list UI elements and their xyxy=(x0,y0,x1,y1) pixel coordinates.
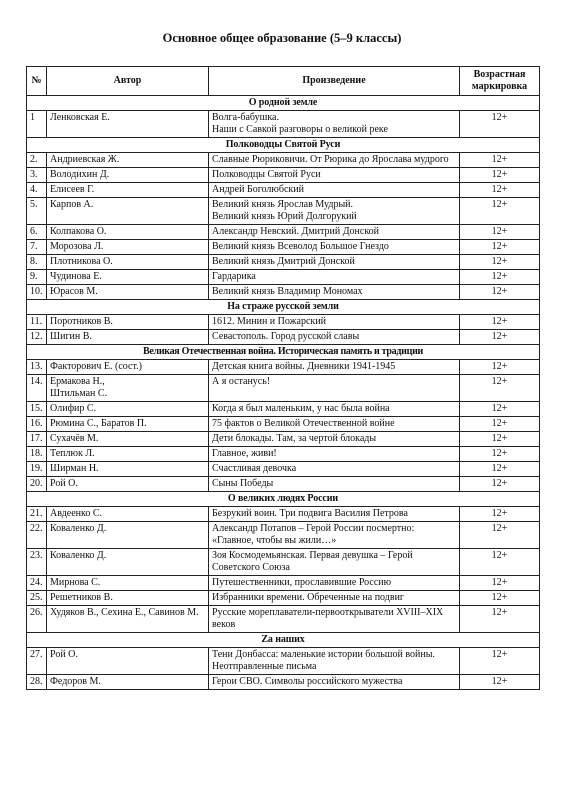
row-author: Елисеев Г. xyxy=(47,183,209,198)
row-work: Дети блокады. Там, за чертой блокады xyxy=(209,432,460,447)
table-row xyxy=(27,606,540,633)
row-number: 7. xyxy=(27,240,47,255)
row-work: Великий князь Всеволод Большое Гнездо xyxy=(209,240,460,255)
row-number: 28. xyxy=(27,675,47,690)
row-age-rating: 12+ xyxy=(460,285,540,300)
row-age-rating: 12+ xyxy=(460,606,540,633)
table-row xyxy=(27,315,540,330)
row-work: 75 фактов о Великой Отечественной войне xyxy=(209,417,460,432)
header-num: № xyxy=(27,67,47,96)
section-row xyxy=(27,345,540,360)
row-author: Теплюк Л. xyxy=(47,447,209,462)
row-age-rating: 12+ xyxy=(460,549,540,576)
row-work: Счастливая девочка xyxy=(209,462,460,477)
row-author: Авдеенко С. xyxy=(47,507,209,522)
table-row xyxy=(27,225,540,240)
row-author: Андриевская Ж. xyxy=(47,153,209,168)
row-age-rating: 12+ xyxy=(460,360,540,375)
table-row xyxy=(27,255,540,270)
table-row xyxy=(27,432,540,447)
row-author: Рой О. xyxy=(47,477,209,492)
row-work: Избранники времени. Обреченные на подвиг xyxy=(209,591,460,606)
row-author: Мирнова С. xyxy=(47,576,209,591)
row-work: Волга-бабушка. Наши с Савкой разговоры о великой реке xyxy=(209,111,460,138)
row-number: 27. xyxy=(27,648,47,675)
row-age-rating: 12+ xyxy=(460,522,540,549)
row-work: Великий князь Ярослав Мудрый. Великий князь Юрий Долгорукий xyxy=(209,198,460,225)
row-number: 8. xyxy=(27,255,47,270)
row-author: Ермакова Н., Штильман С. xyxy=(47,375,209,402)
table-row xyxy=(27,591,540,606)
row-author: Карпов А. xyxy=(47,198,209,225)
row-age-rating: 12+ xyxy=(460,375,540,402)
row-number: 21. xyxy=(27,507,47,522)
row-number: 25. xyxy=(27,591,47,606)
row-work: Безрукий воин. Три подвига Василия Петрова xyxy=(209,507,460,522)
row-age-rating: 12+ xyxy=(460,225,540,240)
row-number: 20. xyxy=(27,477,47,492)
row-age-rating: 12+ xyxy=(460,270,540,285)
row-work: Главное, живи! xyxy=(209,447,460,462)
table-body xyxy=(27,96,540,690)
header-age: Возрастная маркировка xyxy=(460,67,540,96)
row-number: 15. xyxy=(27,402,47,417)
row-work: Гардарика xyxy=(209,270,460,285)
row-age-rating: 12+ xyxy=(460,591,540,606)
row-age-rating: 12+ xyxy=(460,675,540,690)
table-row xyxy=(27,507,540,522)
row-author: Рой О. xyxy=(47,648,209,675)
row-number: 13. xyxy=(27,360,47,375)
row-work: Русские мореплаватели-первооткрыватели XVIII–XIX веков xyxy=(209,606,460,633)
section-row xyxy=(27,492,540,507)
row-work: Полководцы Святой Руси xyxy=(209,168,460,183)
section-row xyxy=(27,633,540,648)
row-author: Володихин Д. xyxy=(47,168,209,183)
row-work: Великий князь Дмитрий Донской xyxy=(209,255,460,270)
row-number: 26. xyxy=(27,606,47,633)
row-age-rating: 12+ xyxy=(460,576,540,591)
row-author: Факторович Е. (сост.) xyxy=(47,360,209,375)
section-row xyxy=(27,96,540,111)
row-age-rating: 12+ xyxy=(460,111,540,138)
row-author: Худяков В., Сехина Е., Савинов М. xyxy=(47,606,209,633)
table-header-row xyxy=(27,67,540,96)
row-number: 4. xyxy=(27,183,47,198)
section-title: Великая Отечественная война. Историческая память и традиции xyxy=(27,345,540,360)
row-age-rating: 12+ xyxy=(460,447,540,462)
row-age-rating: 12+ xyxy=(460,432,540,447)
row-work: Путешественники, прославившие Россию xyxy=(209,576,460,591)
row-age-rating: 12+ xyxy=(460,183,540,198)
document-title: Основное общее образование (5–9 классы) xyxy=(162,31,402,45)
row-work: Александр Невский. Дмитрий Донской xyxy=(209,225,460,240)
row-number: 24. xyxy=(27,576,47,591)
row-number: 6. xyxy=(27,225,47,240)
table-row xyxy=(27,549,540,576)
row-author: Чудинова Е. xyxy=(47,270,209,285)
row-number: 5. xyxy=(27,198,47,225)
row-author: Юрасов М. xyxy=(47,285,209,300)
row-author: Поротников В. xyxy=(47,315,209,330)
row-age-rating: 12+ xyxy=(460,462,540,477)
table-row xyxy=(27,375,540,402)
row-work: Севастополь. Город русской славы xyxy=(209,330,460,345)
section-title: Полководцы Святой Руси xyxy=(27,138,540,153)
row-number: 3. xyxy=(27,168,47,183)
row-work: Сыны Победы xyxy=(209,477,460,492)
row-number: 9. xyxy=(27,270,47,285)
row-work: Детская книга войны. Дневники 1941-1945 xyxy=(209,360,460,375)
row-age-rating: 12+ xyxy=(460,255,540,270)
row-work: Андрей Боголюбский xyxy=(209,183,460,198)
table-row xyxy=(27,522,540,549)
section-row xyxy=(27,138,540,153)
row-author: Ленковская Е. xyxy=(47,111,209,138)
table-row xyxy=(27,675,540,690)
row-author: Олифир С. xyxy=(47,402,209,417)
row-author: Ширман Н. xyxy=(47,462,209,477)
row-author: Рюмина С., Баратов П. xyxy=(47,417,209,432)
table-row xyxy=(27,168,540,183)
header-work: Произведение xyxy=(209,67,460,96)
table-row xyxy=(27,153,540,168)
row-work: Когда я был маленьким, у нас была война xyxy=(209,402,460,417)
section-title: О великих людях России xyxy=(27,492,540,507)
row-number: 11. xyxy=(27,315,47,330)
table-row xyxy=(27,270,540,285)
books-table xyxy=(26,66,540,690)
row-number: 12. xyxy=(27,330,47,345)
table-row xyxy=(27,462,540,477)
row-work: Герои СВО. Символы российского мужества xyxy=(209,675,460,690)
row-author: Решетников В. xyxy=(47,591,209,606)
row-age-rating: 12+ xyxy=(460,477,540,492)
table-row xyxy=(27,648,540,675)
row-work: 1612. Минин и Пожарский xyxy=(209,315,460,330)
row-number: 1 xyxy=(27,111,47,138)
table-row xyxy=(27,360,540,375)
header-author: Автор xyxy=(47,67,209,96)
table-row xyxy=(27,477,540,492)
table-row xyxy=(27,402,540,417)
row-age-rating: 12+ xyxy=(460,507,540,522)
row-number: 2. xyxy=(27,153,47,168)
row-number: 19. xyxy=(27,462,47,477)
table-row xyxy=(27,417,540,432)
row-author: Плотникова О. xyxy=(47,255,209,270)
row-work: Славные Рюриковичи. От Рюрика до Ярослава мудрого xyxy=(209,153,460,168)
row-age-rating: 12+ xyxy=(460,330,540,345)
row-age-rating: 12+ xyxy=(460,417,540,432)
row-number: 17. xyxy=(27,432,47,447)
row-number: 23. xyxy=(27,549,47,576)
row-work: Тени Донбасса: маленькие истории большой войны. Неотправленные письма xyxy=(209,648,460,675)
row-number: 22. xyxy=(27,522,47,549)
row-work: Великий князь Владимир Мономах xyxy=(209,285,460,300)
section-title: На страже русской земли xyxy=(27,300,540,315)
table-row xyxy=(27,198,540,225)
table-row xyxy=(27,576,540,591)
row-age-rating: 12+ xyxy=(460,153,540,168)
table-row xyxy=(27,183,540,198)
row-author: Колпакова О. xyxy=(47,225,209,240)
table-row xyxy=(27,330,540,345)
section-title: Zа наших xyxy=(27,633,540,648)
row-author: Сухачёв М. xyxy=(47,432,209,447)
row-work: Александр Потапов – Герой России посмертно: «Главное, чтобы вы жили…» xyxy=(209,522,460,549)
row-age-rating: 12+ xyxy=(460,402,540,417)
row-age-rating: 12+ xyxy=(460,168,540,183)
table-row xyxy=(27,240,540,255)
row-author: Коваленко Д. xyxy=(47,549,209,576)
row-author: Шигин В. xyxy=(47,330,209,345)
row-number: 16. xyxy=(27,417,47,432)
row-work: Зоя Космодемьянская. Первая девушка – Герой Советского Союза xyxy=(209,549,460,576)
row-author: Морозова Л. xyxy=(47,240,209,255)
row-age-rating: 12+ xyxy=(460,198,540,225)
table-row xyxy=(27,111,540,138)
section-row xyxy=(27,300,540,315)
table-row xyxy=(27,447,540,462)
row-age-rating: 12+ xyxy=(460,240,540,255)
row-work: А я останусь! xyxy=(209,375,460,402)
row-number: 14. xyxy=(27,375,47,402)
row-age-rating: 12+ xyxy=(460,315,540,330)
row-number: 10. xyxy=(27,285,47,300)
row-author: Коваленко Д. xyxy=(47,522,209,549)
section-title: О родной земле xyxy=(27,96,540,111)
row-age-rating: 12+ xyxy=(460,648,540,675)
row-author: Федоров М. xyxy=(47,675,209,690)
table-row xyxy=(27,285,540,300)
row-number: 18. xyxy=(27,447,47,462)
